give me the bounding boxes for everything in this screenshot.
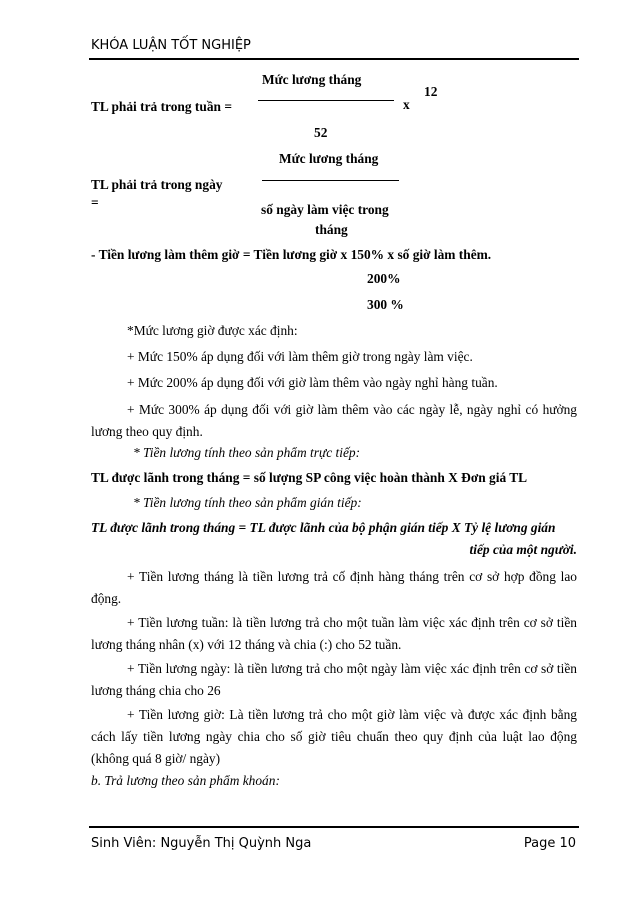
day-label-line2: = [91,195,99,210]
day-denominator-line1: số ngày làm việc trong [261,202,389,217]
header-title: KHÓA LUẬN TỐT NGHIỆP [91,38,251,53]
overtime-formula: - Tiền lương làm thêm giờ = Tiền lương giờ x 150% x số giờ làm thêm. [91,247,492,262]
week-operator: x [403,97,410,112]
definition-hourly [91,704,577,770]
definition-daily-text: + Tiền lương ngày: là tiền lương trả cho một ngày làm việc xác định trên cơ sở tiền lương tháng chia cho 26 [91,661,577,698]
day-fraction-bar [262,180,399,181]
direct-product-title: * Tiền lương tính theo sản phẩm trực tiếp: [133,445,361,460]
footer-student: Sinh Viên: Nguyễn Thị Quỳnh Nga [91,836,312,851]
overtime-alt-200: 200% [367,271,401,286]
hourly-rate-item-300-text: + Mức 300% áp dụng đối với giờ làm thêm vào các ngày lễ, ngày nghỉ có hưởng lương theo quy định. [91,402,577,439]
definition-daily [91,658,577,702]
indirect-product-formula-line1: TL được lãnh trong tháng = TL được lãnh của bộ phận gián tiếp X Tỷ lệ lương gián [91,520,556,535]
footer-page-number: Page 10 [523,836,576,851]
definition-monthly [91,566,577,610]
indirect-product-title: * Tiền lương tính theo sản phẩm gián tiếp: [133,495,362,510]
footer-rule [89,826,579,828]
week-factor: 12 [424,84,438,99]
definition-hourly-text: + Tiền lương giờ: Là tiền lương trả cho một giờ làm việc và được xác định bằng cách lấy tiền lương ngày chia cho số giờ tiêu chuẩn theo quy định của luật lao động (không quá 8 giờ/ ngày) [91,707,577,766]
overtime-alt-300: 300 % [367,297,404,312]
day-denominator-line2: tháng [315,222,348,237]
definition-weekly-text: + Tiền lương tuần: là tiền lương trả cho một tuần làm việc xác định trên cơ sở tiền lương tháng nhân (x) với 12 tháng và chia (:) cho 52 tuần. [91,615,577,652]
week-label: TL phải trả trong tuần = [91,99,232,114]
week-numerator: Mức lương tháng [262,72,362,87]
hourly-rate-item-150: + Mức 150% áp dụng đối với làm thêm giờ trong ngày làm việc. [127,349,473,364]
week-fraction-bar [258,100,394,101]
definition-monthly-text: + Tiền lương tháng là tiền lương trả cố định hàng tháng trên cơ sở hợp đồng lao động. [91,569,577,606]
definition-weekly [91,612,577,656]
hourly-rate-title: *Mức lương giờ được xác định: [127,323,298,338]
day-numerator: Mức lương tháng [279,151,379,166]
week-denominator: 52 [314,125,328,140]
hourly-rate-item-200: + Mức 200% áp dụng đối với giờ làm thêm vào ngày nghỉ hàng tuần. [127,375,498,390]
header-rule [89,58,579,60]
day-label-line1: TL phải trả trong ngày [91,177,223,192]
hourly-rate-item-300 [91,399,577,443]
direct-product-formula: TL được lãnh trong tháng = số lượng SP công việc hoàn thành X Đơn giá TL [91,470,528,485]
section-b-heading: b. Trả lương theo sản phẩm khoán: [91,773,280,788]
indirect-product-formula-line2: tiếp của một người. [469,542,577,557]
